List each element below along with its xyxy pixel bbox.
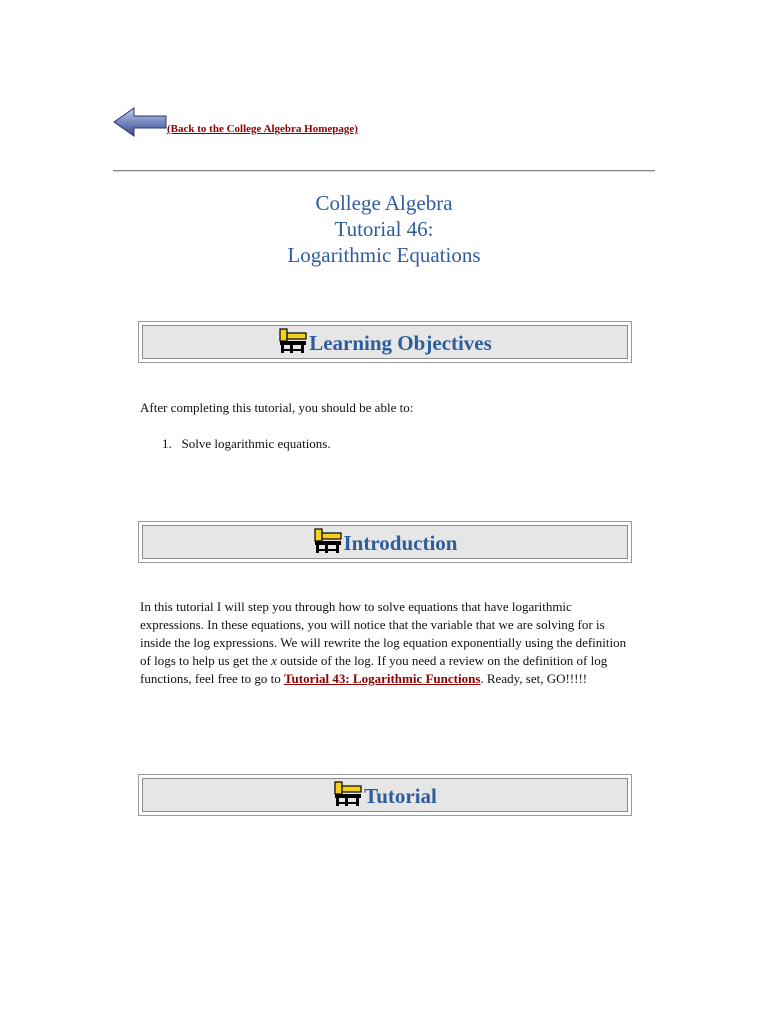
list-text: Solve logarithmic equations.: [181, 436, 331, 451]
intro-text-3: . Ready, set, GO!!!!!: [480, 671, 588, 686]
section-learning-objectives: [138, 321, 632, 363]
section-title-tutorial: [333, 781, 437, 809]
intro-text-1: In this tutorial I will step you through how to solve equations that have logarithmic expressions. In these equations, you will notice that the variable that we are solving for is inside the log expressions. We will rewrite the log equation exponentially using the definition of logs to help us get the: [140, 599, 627, 668]
divider: [113, 170, 655, 172]
introduction-paragraph: [140, 598, 632, 688]
objectives-intro: After completing this tutorial, you should be able to:: [140, 400, 414, 415]
section-title-text: Tutorial: [364, 784, 437, 808]
section-introduction: [138, 521, 632, 563]
section-header: [142, 778, 628, 812]
back-to-homepage-link[interactable]: (Back to the College Algebra Homepage): [167, 123, 358, 135]
section-tutorial: [138, 774, 632, 816]
intro-variable: x: [271, 653, 277, 668]
page-title: [0, 190, 768, 268]
list-number: 1.: [162, 436, 172, 451]
list-item: [162, 435, 331, 453]
left-arrow-icon[interactable]: [112, 106, 168, 138]
section-header: [142, 325, 628, 359]
section-header: [142, 525, 628, 559]
section-title-text: Learning Objectives: [309, 331, 492, 355]
section-title-text: Introduction: [343, 531, 458, 555]
title-line-3: Logarithmic Equations: [287, 243, 481, 267]
section-title-objectives: [278, 328, 492, 356]
tutorial-43-link[interactable]: Tutorial 43: Logarithmic Functions: [284, 671, 481, 686]
chair-icon: [333, 781, 363, 807]
chair-icon: [278, 328, 308, 354]
intro-text-2: outside of the log. If you need a review on the definition of log functions, feel free to go to: [140, 653, 608, 686]
title-line-1: College Algebra: [315, 191, 453, 215]
chair-icon: [313, 528, 343, 554]
title-line-2: Tutorial 46:: [334, 217, 434, 241]
section-title-introduction: [313, 528, 458, 556]
